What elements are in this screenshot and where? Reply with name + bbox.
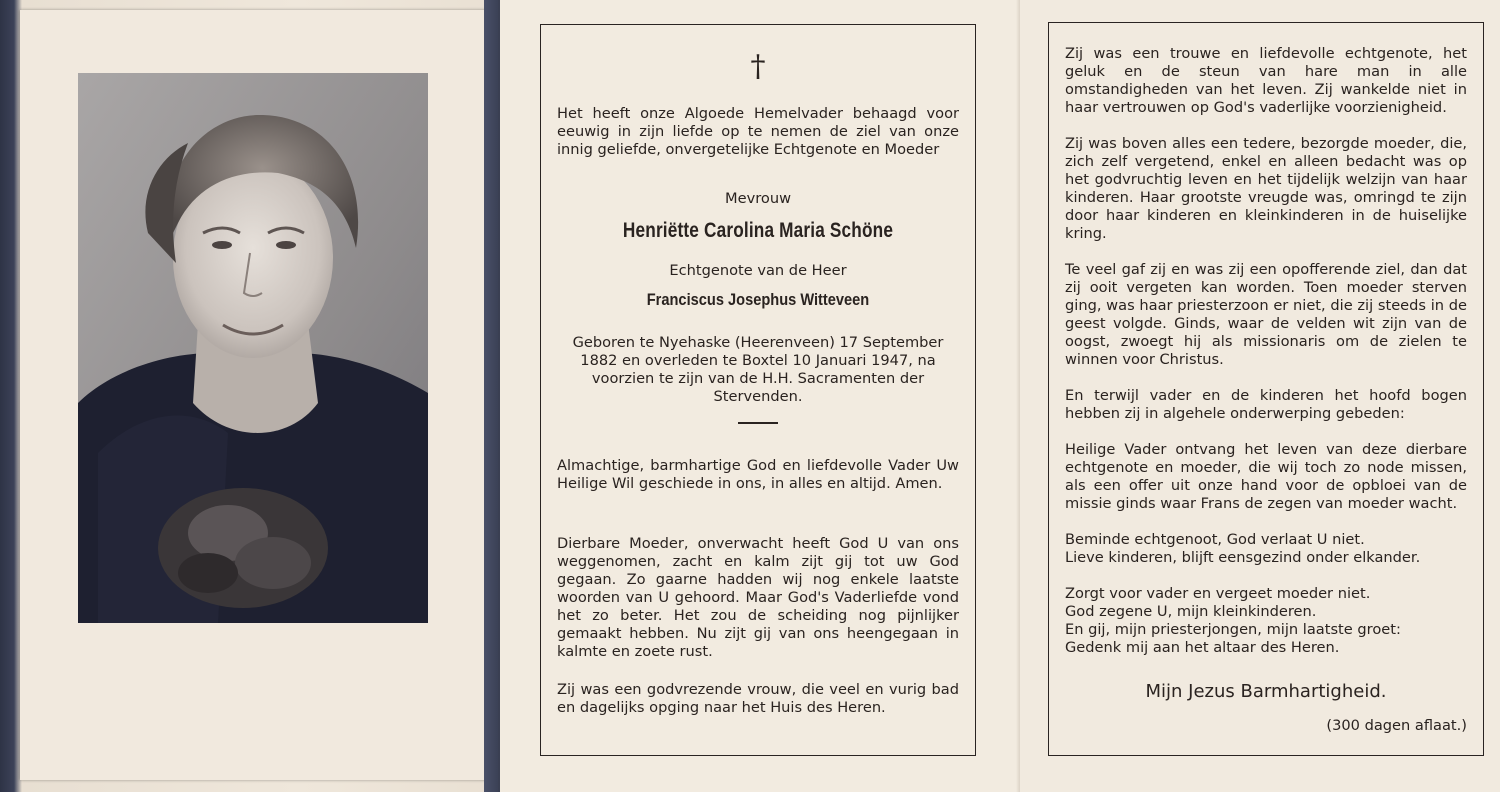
text-panel-middle <box>500 0 1020 792</box>
photo-panel <box>0 0 498 792</box>
portrait-image <box>78 73 428 623</box>
divider <box>738 422 778 424</box>
mother-paragraph: Zij was boven alles een tedere, bezorgde moeder, die, zich zelf vergetend, enkel en alleen bedacht was op het godvruchtig leven en het tijdelijk welzijn van haar kinderen. Haar grootste vreugde was, omringd te zijn door haar kinderen en kleinkinderen in de huiselijke kring. <box>1065 135 1467 242</box>
birth-death-text: Geboren te Nyehaske (Heerenveen) 17 September 1882 en overleden te Boxtel 10 Januari 1947, na voorzien te zijn van de H.H. Sacramenten der Stervenden. <box>572 334 944 405</box>
farewell-priest: En gij, mijn priesterjongen, mijn laatste groet: <box>1065 621 1401 638</box>
deceased-name: Henriëtte Carolina Maria Schöne <box>622 219 894 242</box>
farewell-spouse: Beminde echtgenoot, God verlaat U niet. <box>1065 531 1365 548</box>
title-text: Mevrouw <box>725 190 791 207</box>
wife-paragraph: Zij was een trouwe en liefdevolle echtgenote, het geluk en de steun van hare man in alle omstandigheden van het leven. Zij wankelde niet in haar vertrouwen op God's vaderlijke voorzienigheid. <box>1065 45 1467 116</box>
sacrifice-paragraph: Te veel gaf zij en was zij een opofferende ziel, dan dat zij ooit vergeten kan worden. Toen moeder sterven ging, was haar priesterzoon er niet, die zij steeds in de geest volgde. Ginds, waar de velden wit zijn van de oogst, zwoegt hij als missionaris om de zielen te winnen voor Christus. <box>1065 261 1467 368</box>
right-border <box>1048 22 1484 756</box>
spouse-label: Echtgenote van de Heer <box>669 262 847 279</box>
cross-icon: † <box>750 49 766 84</box>
offering-paragraph: Heilige Vader ontvang het leven van deze dierbare echtgenote en moeder, die wij toch zo node missen, als een offer uit onze hand voor de opbloei van de missie ginds waar Frans de zegen van moeder wacht. <box>1065 441 1467 512</box>
portrait-photo <box>78 73 428 623</box>
middle-border <box>540 24 976 756</box>
text-panel-right <box>1020 0 1500 792</box>
prayer-text: Almachtige, barmhartige God en liefdevolle Vader Uw Heilige Wil geschiede in ons, in alles en altijd. Amen. <box>557 457 959 492</box>
woman-text: Zij was een godvrezende vrouw, die veel en vurig bad en dagelijks opging naar het Huis des Heren. <box>557 681 959 716</box>
photo-card <box>20 10 488 780</box>
spouse-name: Franciscus Josephus Witteveen <box>646 290 870 309</box>
farewell-care: Zorgt voor vader en vergeet moeder niet. <box>1065 585 1371 602</box>
photo-panel-edge <box>484 0 498 792</box>
mother-text: Dierbare Moeder, onverwacht heeft God U van ons weggenomen, zacht en kalm zijt gij tot uw God gegaan. Zo gaarne hadden wij nog enkele laatste woorden van U gehoord. Maar God's Vaderliefde vond het zo beter. Het zou de scheiding nog pijnlijker gemaakt hebben. Nu zijt gij van ons heengegaan in kalmte en zoete rust. <box>557 535 959 660</box>
farewell-children: Lieve kinderen, blijft eensgezind onder elkander. <box>1065 549 1421 566</box>
farewell-altar: Gedenk mij aan het altaar des Heren. <box>1065 639 1340 656</box>
farewell-grandchildren: God zegene U, mijn kleinkinderen. <box>1065 603 1317 620</box>
intro-text: Het heeft onze Algoede Hemelvader behaagd voor eeuwig in zijn liefde op te nemen de ziel van onze innig geliefde, onvergetelijke Echtgenote en Moeder <box>557 105 959 158</box>
indulgence-note: (300 dagen aflaat.) <box>1326 717 1467 734</box>
closing-prayer: Mijn Jezus Barmhartigheid. <box>1145 681 1387 702</box>
prayer-intro-paragraph: En terwijl vader en de kinderen het hoofd bogen hebben zij in algehele onderwerping gebeden: <box>1065 387 1467 422</box>
